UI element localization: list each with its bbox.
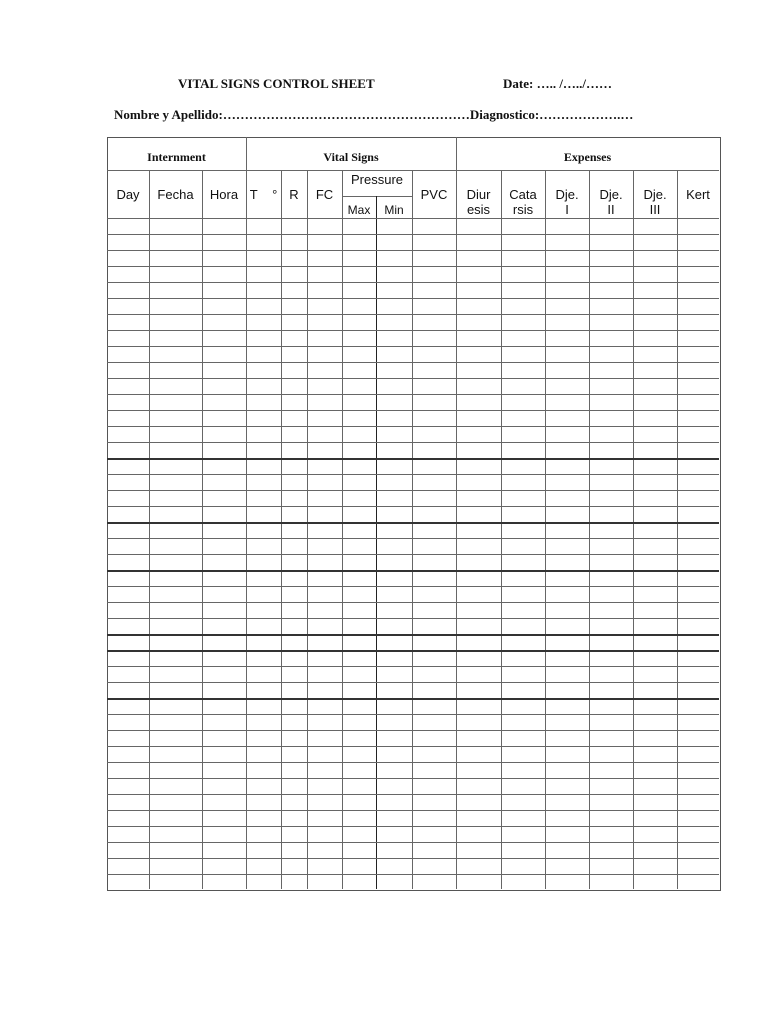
- row-divider: [107, 522, 719, 524]
- row-divider: [107, 490, 719, 491]
- column-divider: [501, 171, 502, 889]
- row-divider: [107, 298, 719, 299]
- column-divider: [589, 171, 590, 889]
- col-catarsis: [501, 187, 545, 217]
- row-divider: [107, 378, 719, 379]
- row-divider: [107, 698, 719, 700]
- col-day: Day: [116, 187, 140, 202]
- column-divider: [376, 196, 377, 889]
- col-fecha: Fecha: [157, 187, 194, 202]
- column-divider: [281, 171, 282, 889]
- row-divider: [107, 602, 719, 603]
- row-divider: [107, 474, 719, 475]
- row-divider: [107, 314, 719, 315]
- col-dje-1: [545, 187, 589, 217]
- column-divider: [677, 171, 678, 889]
- col-hora: Hora: [209, 187, 239, 202]
- row-divider: [107, 634, 719, 636]
- degree-symbol: °: [272, 187, 278, 202]
- col-dje-3-line2: III: [649, 202, 661, 217]
- row-divider: [107, 554, 719, 555]
- col-pvc: PVC: [420, 187, 448, 202]
- col-fc: FC: [315, 187, 334, 202]
- row-divider: [107, 250, 719, 251]
- vital-signs-table: [107, 137, 721, 891]
- col-dje-3: [633, 187, 677, 217]
- col-diuresis-line2: esis: [466, 202, 491, 217]
- row-divider: [107, 666, 719, 667]
- row-divider: [107, 218, 719, 219]
- column-divider: [149, 171, 150, 889]
- row-divider: [107, 538, 719, 539]
- col-diuresis-line1: Diur: [466, 187, 491, 202]
- row-divider: [107, 650, 719, 652]
- row-divider: [107, 570, 719, 572]
- col-diuresis: [456, 187, 501, 217]
- row-divider: [107, 778, 719, 779]
- row-divider: [107, 586, 719, 587]
- row-divider: [107, 826, 719, 827]
- col-catarsis-line1: Cata: [509, 187, 537, 202]
- column-divider: [307, 171, 308, 889]
- col-dje-2-line1: Dje.: [599, 187, 623, 202]
- row-divider: [107, 282, 719, 283]
- row-divider: [107, 874, 719, 875]
- group-expenses: Expenses: [563, 150, 612, 164]
- row-divider: [107, 746, 719, 747]
- col-pressure: Pressure: [350, 172, 404, 187]
- sheet-title: VITAL SIGNS CONTROL SHEET: [178, 76, 375, 91]
- col-dje-2: [589, 187, 633, 217]
- row-divider: [107, 714, 719, 715]
- col-temperature: [246, 187, 281, 202]
- column-divider: [342, 171, 343, 889]
- row-divider: [107, 794, 719, 795]
- row-divider: [107, 442, 719, 443]
- row-divider: [107, 266, 719, 267]
- row-divider: [107, 682, 719, 683]
- row-divider: [107, 762, 719, 763]
- name-diagnosis-line: Nombre y Apellido:…………………………………………………Diagnostico:……………….…: [114, 107, 634, 122]
- column-divider: [412, 171, 413, 889]
- row-divider: [107, 858, 719, 859]
- col-dje-2-line2: II: [607, 202, 615, 217]
- date-field: Date: ….. /…../……: [503, 76, 613, 91]
- row-divider: [107, 362, 719, 363]
- row-divider: [107, 330, 719, 331]
- row-divider: [107, 842, 719, 843]
- group-header-bottom: [107, 170, 719, 171]
- column-divider: [633, 171, 634, 889]
- col-dje-3-line1: Dje.: [643, 187, 667, 202]
- row-divider: [107, 234, 719, 235]
- row-divider: [107, 458, 719, 460]
- row-divider: [107, 394, 719, 395]
- column-divider: [545, 171, 546, 889]
- row-divider: [107, 426, 719, 427]
- group-internment: Internment: [147, 150, 206, 164]
- col-pressure-min: Min: [384, 203, 404, 217]
- col-dje-1-line2: I: [565, 202, 569, 217]
- col-r: R: [289, 187, 299, 202]
- group-vital-signs: Vital Signs: [323, 150, 379, 164]
- col-t-label: T: [249, 187, 258, 202]
- row-divider: [107, 730, 719, 731]
- row-divider: [107, 618, 719, 619]
- col-kert: Kert: [686, 187, 710, 202]
- row-divider: [107, 506, 719, 507]
- column-divider: [202, 171, 203, 889]
- col-pressure-max: Max: [347, 203, 371, 217]
- row-divider: [107, 410, 719, 411]
- row-divider: [107, 810, 719, 811]
- col-catarsis-line2: rsis: [512, 202, 534, 217]
- pressure-subheader-line: [342, 196, 412, 197]
- col-dje-1-line1: Dje.: [555, 187, 579, 202]
- row-divider: [107, 346, 719, 347]
